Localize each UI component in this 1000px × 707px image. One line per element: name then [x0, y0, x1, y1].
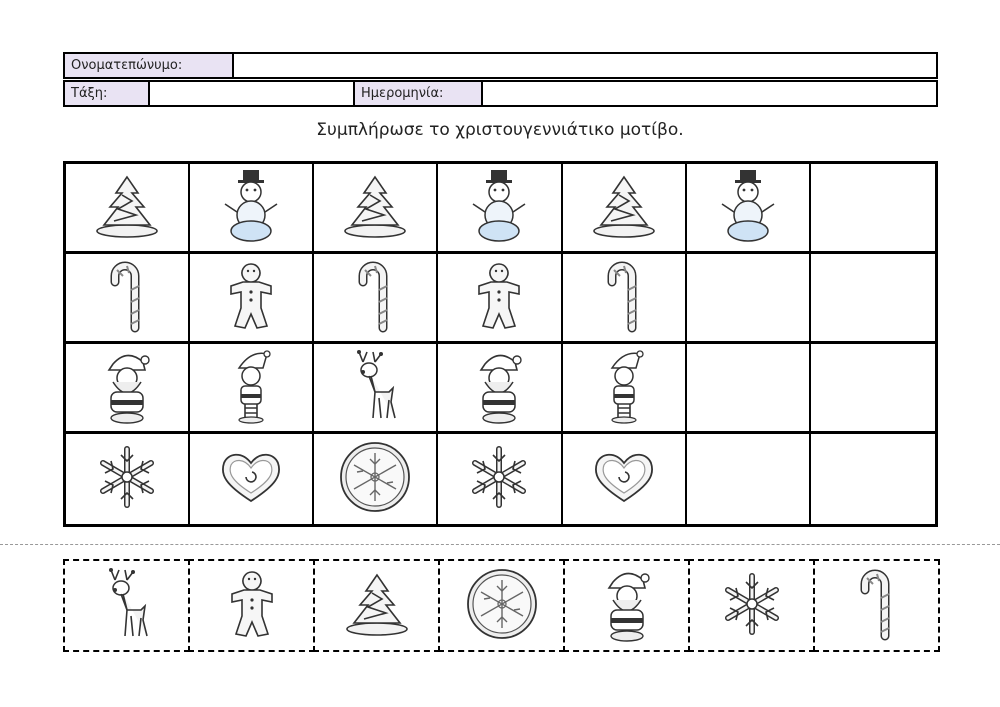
cutout-piece[interactable] — [688, 559, 815, 652]
candy-cane-icon — [857, 568, 897, 644]
empty-pattern-cell[interactable] — [811, 434, 935, 524]
candy-cane-icon — [107, 260, 147, 336]
tree-icon — [92, 171, 162, 245]
pattern-cell — [563, 434, 687, 524]
pattern-cell — [66, 164, 190, 254]
pattern-cell — [66, 434, 190, 524]
santa-icon — [599, 566, 655, 646]
snowflake-plate-icon — [465, 567, 539, 645]
cutout-piece[interactable] — [313, 559, 440, 652]
date-label: Ημερομηνία: — [355, 82, 483, 105]
reindeer-icon — [101, 566, 153, 646]
snowflake-plate-icon — [338, 440, 412, 518]
elf-icon — [227, 348, 275, 428]
snowflake-icon — [93, 443, 161, 515]
cutout-piece[interactable] — [813, 559, 940, 652]
pattern-cell — [190, 434, 314, 524]
pattern-cell — [563, 254, 687, 344]
candy-cane-icon — [604, 260, 644, 336]
snowman-icon — [221, 168, 281, 247]
elf-icon — [600, 348, 648, 428]
empty-pattern-cell[interactable] — [811, 164, 935, 254]
candy-cane-icon — [355, 260, 395, 336]
cutout-piece[interactable] — [63, 559, 190, 652]
empty-pattern-cell[interactable] — [687, 254, 811, 344]
reindeer-icon — [349, 348, 401, 428]
pattern-cell — [314, 434, 438, 524]
pattern-cell — [190, 164, 314, 254]
heart-cookie-icon — [218, 449, 284, 509]
pattern-cell — [314, 164, 438, 254]
name-field[interactable] — [234, 54, 936, 77]
snowflake-icon — [465, 443, 533, 515]
pattern-cell — [66, 344, 190, 434]
pattern-cell — [438, 344, 562, 434]
pattern-cell — [438, 254, 562, 344]
pattern-cell — [190, 344, 314, 434]
pattern-grid — [63, 161, 938, 527]
cutout-piece[interactable] — [188, 559, 315, 652]
tree-icon — [340, 171, 410, 245]
snowman-icon — [469, 168, 529, 247]
name-label: Ονοματεπώνυμο: — [65, 54, 234, 77]
santa-icon — [471, 348, 527, 428]
empty-pattern-cell[interactable] — [811, 344, 935, 434]
class-date-row — [63, 80, 938, 107]
class-label: Τάξη: — [65, 82, 150, 105]
pattern-cell — [438, 164, 562, 254]
instruction-text: Συμπλήρωσε το χριστουγεννιάτικο μοτίβο. — [316, 120, 684, 140]
snowflake-icon — [718, 570, 786, 642]
date-field[interactable] — [483, 82, 936, 105]
name-row — [63, 52, 938, 79]
gingerbread-icon — [223, 260, 279, 336]
cutout-piece[interactable] — [438, 559, 565, 652]
gingerbread-icon — [471, 260, 527, 336]
tree-icon — [342, 569, 412, 643]
pattern-cell — [563, 164, 687, 254]
pattern-cell — [66, 254, 190, 344]
cutout-pieces — [63, 559, 938, 652]
empty-pattern-cell[interactable] — [811, 254, 935, 344]
pattern-cell — [314, 254, 438, 344]
snowman-icon — [718, 168, 778, 247]
empty-pattern-cell[interactable] — [687, 434, 811, 524]
empty-pattern-cell[interactable] — [687, 344, 811, 434]
heart-cookie-icon — [591, 449, 657, 509]
pattern-cell — [563, 344, 687, 434]
cut-line — [0, 544, 1000, 545]
santa-icon — [99, 348, 155, 428]
gingerbread-icon — [224, 568, 280, 644]
pattern-cell — [314, 344, 438, 434]
pattern-cell — [438, 434, 562, 524]
pattern-cell — [687, 164, 811, 254]
cutout-piece[interactable] — [563, 559, 690, 652]
class-field[interactable] — [150, 82, 355, 105]
tree-icon — [589, 171, 659, 245]
pattern-cell — [190, 254, 314, 344]
